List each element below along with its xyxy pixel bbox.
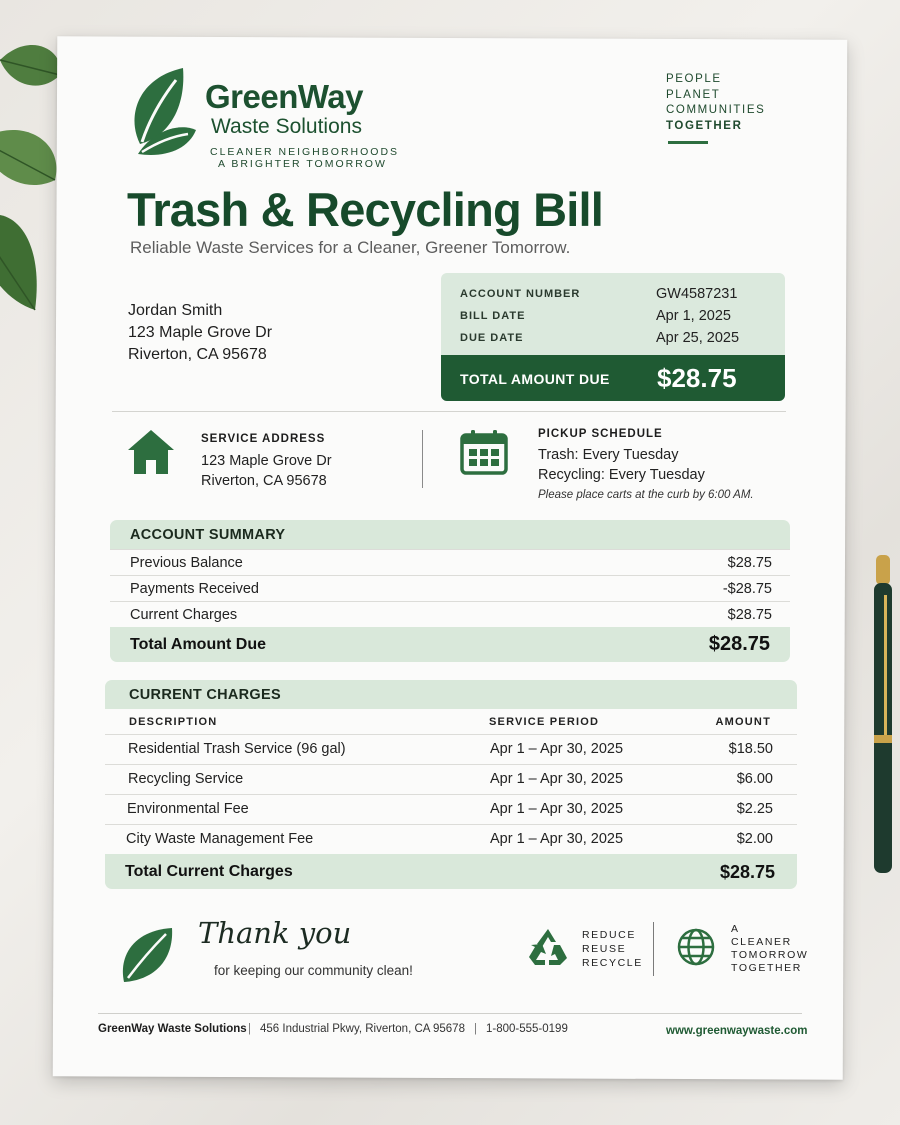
motto-line: PEOPLE — [666, 73, 722, 85]
total-due-label: TOTAL AMOUNT DUE — [460, 371, 610, 387]
summary-total-label: Total Amount Due — [130, 636, 266, 653]
thank-you-subtext: for keeping our community clean! — [214, 963, 413, 978]
summary-row-label: Previous Balance — [130, 555, 243, 571]
total-due-value: $28.75 — [657, 363, 737, 393]
charges-total-row — [105, 854, 797, 889]
charge-amount: $6.00 — [736, 771, 773, 787]
charge-description: City Waste Management Fee — [126, 831, 314, 847]
charge-description: Recycling Service — [128, 771, 244, 787]
summary-row — [110, 575, 790, 602]
charge-row — [105, 794, 797, 824]
recycle-line: RECYCLE — [582, 957, 643, 969]
bill-title: Trash & Recycling Bill — [127, 183, 604, 236]
summary-row — [110, 601, 790, 628]
summary-row-amount: -$28.75 — [722, 581, 772, 597]
globe-line: A — [731, 923, 740, 935]
globe-line: TOGETHER — [731, 962, 802, 974]
current-charges-header — [105, 680, 797, 709]
footer-address: 456 Industrial Pkwy, Riverton, CA 95678 — [260, 1023, 465, 1035]
footer-phone[interactable]: 1-800-555-0199 — [486, 1023, 568, 1035]
summary-row-label: Payments Received — [130, 581, 259, 597]
closing-divider — [653, 922, 654, 976]
charge-description: Environmental Fee — [127, 801, 249, 817]
footer-company: GreenWay Waste Solutions — [98, 1023, 247, 1035]
pickup-schedule-label: PICKUP SCHEDULE — [538, 428, 663, 440]
customer-name: Jordan Smith — [128, 302, 223, 319]
motto-line: PLANET — [666, 88, 721, 101]
account-number-value: GW4587231 — [656, 286, 738, 302]
charge-period: Apr 1 – Apr 30, 2025 — [490, 801, 624, 817]
charge-row — [105, 824, 797, 854]
customer-address-line2: Riverton, CA 95678 — [128, 346, 267, 363]
thank-you-text: Thank you — [198, 916, 352, 950]
summary-row — [110, 549, 790, 576]
vertical-divider — [422, 430, 423, 488]
charge-amount: $18.50 — [728, 741, 773, 757]
charge-row — [105, 734, 797, 764]
summary-total-row — [110, 627, 790, 662]
summary-row-amount: $28.75 — [727, 607, 772, 623]
recycle-text — [582, 928, 643, 970]
charge-amount: $2.25 — [736, 801, 773, 817]
total-due-bar — [441, 355, 785, 401]
column-header-period: SERVICE PERIOD — [489, 716, 600, 728]
charge-period: Apr 1 – Apr 30, 2025 — [490, 741, 624, 757]
globe-icon — [676, 927, 716, 967]
charges-total-label: Total Current Charges — [125, 863, 293, 880]
service-address-block — [201, 451, 332, 491]
service-address-label: SERVICE ADDRESS — [201, 433, 326, 445]
brand-name: GreenWay — [205, 78, 364, 115]
charges-total-value: $28.75 — [719, 862, 775, 882]
account-number-label: ACCOUNT NUMBER — [460, 288, 581, 300]
motto-underline — [668, 141, 708, 144]
bill-date-label: BILL DATE — [460, 310, 526, 322]
globe-line: TOMORROW — [731, 949, 809, 961]
recycle-icon — [527, 927, 569, 967]
charge-period: Apr 1 – Apr 30, 2025 — [490, 771, 624, 787]
service-address-line2: Riverton, CA 95678 — [201, 473, 327, 489]
leaf-icon — [120, 926, 174, 984]
globe-line: CLEANER — [731, 936, 792, 948]
footer-separator: | — [474, 1023, 477, 1035]
account-info-box — [441, 273, 785, 401]
charge-period: Apr 1 – Apr 30, 2025 — [490, 831, 624, 847]
footer-divider — [98, 1013, 802, 1014]
brand-motto — [666, 72, 765, 134]
recycle-line: REUSE — [582, 943, 627, 955]
section-divider — [112, 411, 786, 412]
house-icon — [126, 428, 176, 476]
brand-tagline-2: A BRIGHTER TOMORROW — [218, 158, 387, 170]
motto-line: TOGETHER — [666, 119, 743, 132]
bill-subtitle: Reliable Waste Services for a Cleaner, Greener Tomorrow. — [130, 238, 571, 257]
footer-separator: | — [248, 1023, 251, 1035]
service-address-line1: 123 Maple Grove Dr — [201, 453, 332, 469]
due-date-label: DUE DATE — [460, 332, 524, 344]
column-header-amount: AMOUNT — [715, 716, 771, 728]
column-header-description: DESCRIPTION — [129, 716, 218, 728]
pickup-recycling: Recycling: Every Tuesday — [538, 467, 705, 483]
account-summary-panel — [110, 520, 790, 662]
leaf-logo-icon — [128, 66, 198, 158]
current-charges-title: CURRENT CHARGES — [129, 687, 281, 703]
account-summary-header — [110, 520, 790, 549]
motto-line: COMMUNITIES — [666, 104, 766, 116]
charge-row — [105, 764, 797, 794]
customer-address-line1: 123 Maple Grove Dr — [128, 324, 273, 341]
current-charges-panel — [105, 680, 797, 889]
bill-date-value: Apr 1, 2025 — [656, 308, 731, 324]
charge-amount: $2.00 — [736, 831, 773, 847]
brand-subname: Waste Solutions — [211, 115, 362, 138]
globe-text — [731, 923, 808, 975]
brand-tagline-1: CLEANER NEIGHBORHOODS — [210, 146, 400, 158]
calendar-icon — [460, 429, 508, 475]
summary-total-value: $28.75 — [708, 633, 770, 655]
pickup-trash: Trash: Every Tuesday — [538, 447, 679, 463]
summary-row-label: Current Charges — [130, 607, 238, 623]
summary-row-amount: $28.75 — [727, 555, 772, 571]
charge-description: Residential Trash Service (96 gal) — [128, 741, 346, 757]
customer-address-block — [128, 300, 272, 366]
account-summary-title: ACCOUNT SUMMARY — [130, 527, 286, 543]
due-date-value: Apr 25, 2025 — [656, 330, 740, 346]
pickup-schedule-block — [538, 445, 705, 485]
recycle-line: REDUCE — [582, 929, 636, 941]
footer-website-link[interactable]: www.greenwaywaste.com — [666, 1025, 808, 1037]
charges-column-headers — [105, 709, 797, 734]
pen-decoration — [866, 555, 900, 875]
pickup-note: Please place carts at the curb by 6:00 AM. — [538, 489, 754, 501]
